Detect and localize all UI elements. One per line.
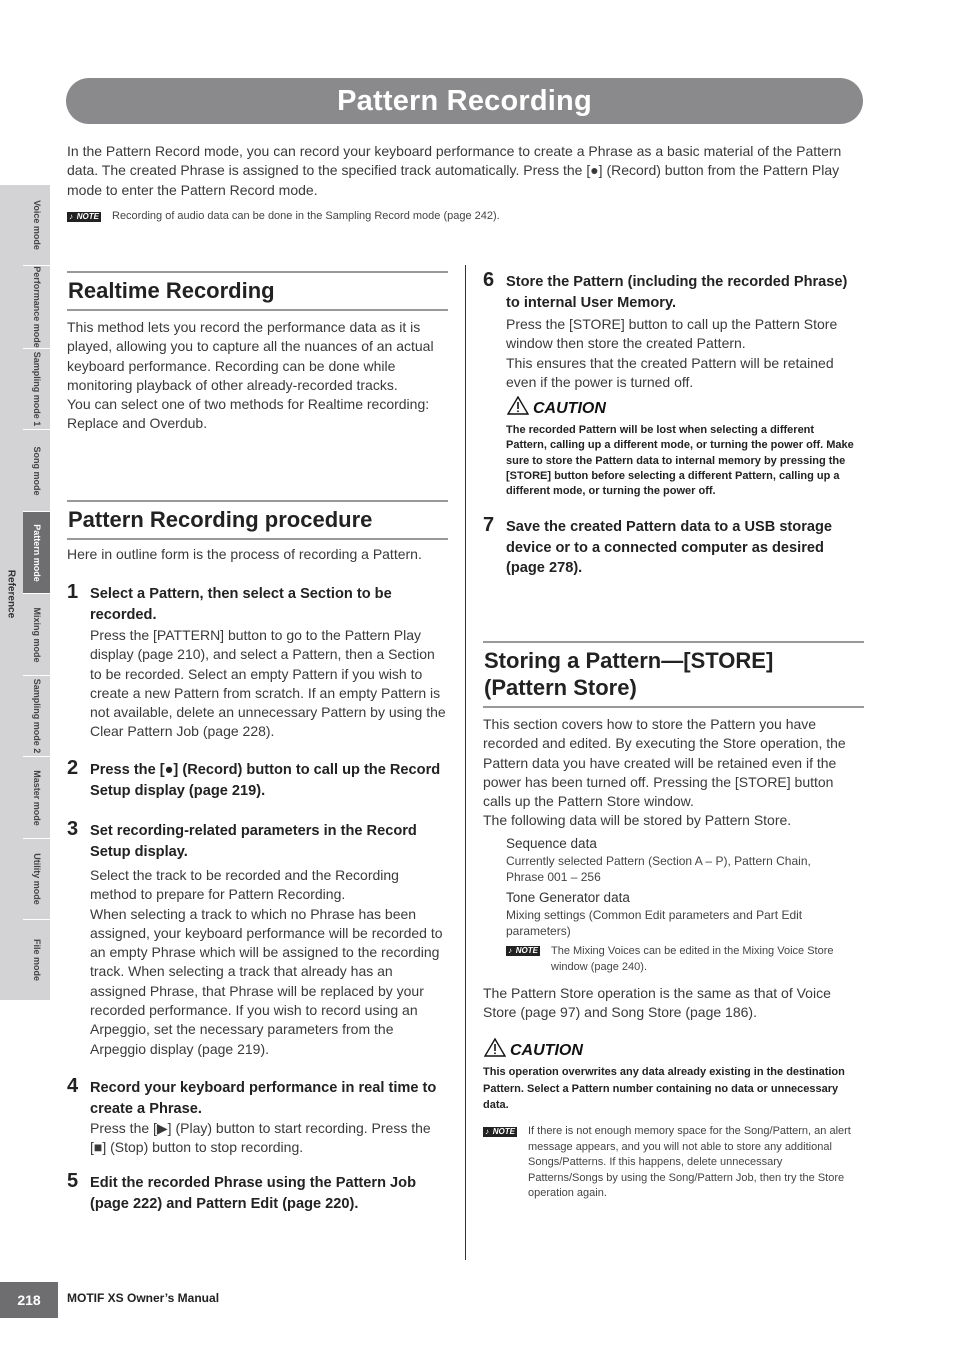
note-icon: ♪ NOTE bbox=[506, 946, 540, 956]
sequence-data-label: Sequence data bbox=[506, 836, 597, 851]
note-icon: ♪ NOTE bbox=[67, 212, 101, 222]
reference-label: Reference bbox=[5, 569, 17, 619]
page-number: 218 bbox=[0, 1282, 58, 1318]
step-number: 3 bbox=[67, 818, 79, 840]
caution-heading: CAUTION bbox=[484, 1038, 583, 1060]
step-number: 2 bbox=[67, 757, 79, 779]
step-title: Record your keyboard performance in real time to create a Phrase. bbox=[90, 1080, 437, 1117]
tab-mixing-mode[interactable]: Mixing mode bbox=[23, 594, 50, 676]
storing-body: This section covers how to store the Pattern you have recorded and edited. By executing the Store operation, the Pattern data you have created will be retained even if the power has been turned off. Pressing the [STORE] button calls up the Pattern Store window. The following data will be stored by Pattern Store. bbox=[483, 716, 846, 829]
step-title: Press the [●] (Record) button to call up the Record Setup display (page 219). bbox=[90, 762, 441, 799]
procedure-heading: Pattern Recording procedure bbox=[67, 500, 448, 540]
step-number: 1 bbox=[67, 581, 79, 603]
step-title: Select a Pattern, then select a Section to be recorded. bbox=[90, 586, 392, 623]
tone-generator-label: Tone Generator data bbox=[506, 890, 630, 905]
step-body: Press the [STORE] button to call up the Pattern Store window then store the created Pattern. This ensures that the created Pattern will be retained even if the power is turned off. bbox=[506, 316, 838, 390]
step-number: 6 bbox=[483, 269, 495, 291]
step-title: Save the created Pattern data to a USB storage device or to a connected computer as desired (page 278). bbox=[506, 519, 833, 576]
warning-icon bbox=[507, 396, 529, 415]
procedure-intro: Here in outline form is the process of recording a Pattern. bbox=[67, 546, 422, 562]
column-divider bbox=[465, 265, 466, 1260]
step-body: Press the [▶] (Play) button to start recording. Press the [■] (Stop) button to stop recording. bbox=[90, 1120, 431, 1156]
realtime-heading: Realtime Recording bbox=[67, 271, 448, 311]
caution-heading: CAUTION bbox=[507, 396, 606, 418]
note-icon: ♪ NOTE bbox=[483, 1127, 517, 1137]
tab-file-mode[interactable]: File mode bbox=[23, 920, 50, 1001]
intro-paragraph: In the Pattern Record mode, you can record your keyboard performance to create a Phrase as a basic material of the Pattern data. The created Phrase is assigned to the specified track automatically. Press the [●] (Record) button from the Pattern Play mode to enter the Pattern Record mode. bbox=[67, 143, 842, 198]
store-same-text: The Pattern Store operation is the same as that of Voice Store (page 97) and Song Store (page 186). bbox=[483, 985, 831, 1021]
step-title: Set recording-related parameters in the Record Setup display. bbox=[90, 823, 417, 860]
tab-pattern-mode[interactable]: Pattern mode bbox=[23, 512, 50, 594]
step-number: 4 bbox=[67, 1075, 79, 1097]
tab-master-mode[interactable]: Master mode bbox=[23, 757, 50, 839]
final-note: If there is not enough memory space for the Song/Pattern, an alert message appears, and you will not able to store any additional Songs/Patterns. If this happens, delete unnecessary Patterns/Songs by using the Song/Pattern Job, then try the Store operation again. bbox=[528, 1125, 851, 1199]
caution-text: The recorded Pattern will be lost when selecting a different Pattern, calling up a different mode, or turning the power off. Make sure to store the Pattern data to internal memory by pressing the [STORE] button before selecting a different Pattern, calling up a different mode, or turning the power off. bbox=[506, 424, 854, 498]
step-title: Store the Pattern (including the recorded Phrase) to internal User Memory. bbox=[506, 274, 848, 311]
tab-sampling-mode-2[interactable]: Sampling mode 2 bbox=[23, 676, 50, 757]
step-number: 7 bbox=[483, 514, 495, 536]
intro-note: Recording of audio data can be done in the Sampling Record mode (page 242). bbox=[112, 210, 500, 222]
tab-utility-mode[interactable]: Utility mode bbox=[23, 839, 50, 920]
page-title: Pattern Recording bbox=[337, 84, 592, 117]
step-body: Press the [PATTERN] button to go to the Pattern Play display (page 210), and select a Pattern, then a Section to be recorded. Select an empty Pattern if you wish to create a new Pattern from scratch. If an empty Pattern is not available, delete an unnecessary Pattern by using the Clear Pattern Job (page 228). bbox=[90, 627, 446, 740]
tone-generator-note: The Mixing Voices can be edited in the Mixing Voice Store window (page 240). bbox=[551, 945, 834, 973]
storing-heading: Storing a Pattern—[STORE] (Pattern Store) bbox=[483, 641, 864, 708]
step-number: 5 bbox=[67, 1170, 79, 1192]
tab-sampling-mode-1[interactable]: Sampling mode 1 bbox=[23, 349, 50, 430]
manual-title: MOTIF XS Owner’s Manual bbox=[67, 1291, 220, 1305]
realtime-body: This method lets you record the performance data as it is played, allowing you to capture all the nuances of an actual keyboard performance. Recording can be done while monitoring playback of other already-recorded tracks. You can select one of two methods for Realtime recording: Replace and Overdub. bbox=[67, 319, 434, 432]
tone-generator-text: Mixing settings (Common Edit parameters and Part Edit parameters) bbox=[506, 908, 803, 938]
step-title: Edit the recorded Phrase using the Pattern Job (page 222) and Pattern Edit (page 220). bbox=[90, 1175, 416, 1212]
tab-performance-mode[interactable]: Performance mode bbox=[23, 266, 50, 349]
warning-icon bbox=[484, 1038, 506, 1057]
tab-song-mode[interactable]: Song mode bbox=[23, 430, 50, 512]
title-banner bbox=[66, 78, 863, 124]
caution-text: This operation overwrites any data already existing in the destination Pattern. Select a Pattern number containing no data or unnecessary data. bbox=[483, 1066, 845, 1111]
tab-voice-mode[interactable]: Voice mode bbox=[23, 185, 50, 266]
step-body: Select the track to be recorded and the Recording method to prepare for Pattern Recording. When selecting a track to which no Phrase has been assigned, your keyboard performance will be recorded to an empty Phrase which will be assigned to the recording track. When selecting a track that already has an assigned Phrase, that Phrase will be replaced by your recorded performance. If you wish to record using an Arpeggio, set the necessary parameters from the Arpeggio display (page 219). bbox=[90, 867, 443, 1057]
sequence-data-text: Currently selected Pattern (Section A – P), Pattern Chain, Phrase 001 – 256 bbox=[506, 854, 811, 884]
